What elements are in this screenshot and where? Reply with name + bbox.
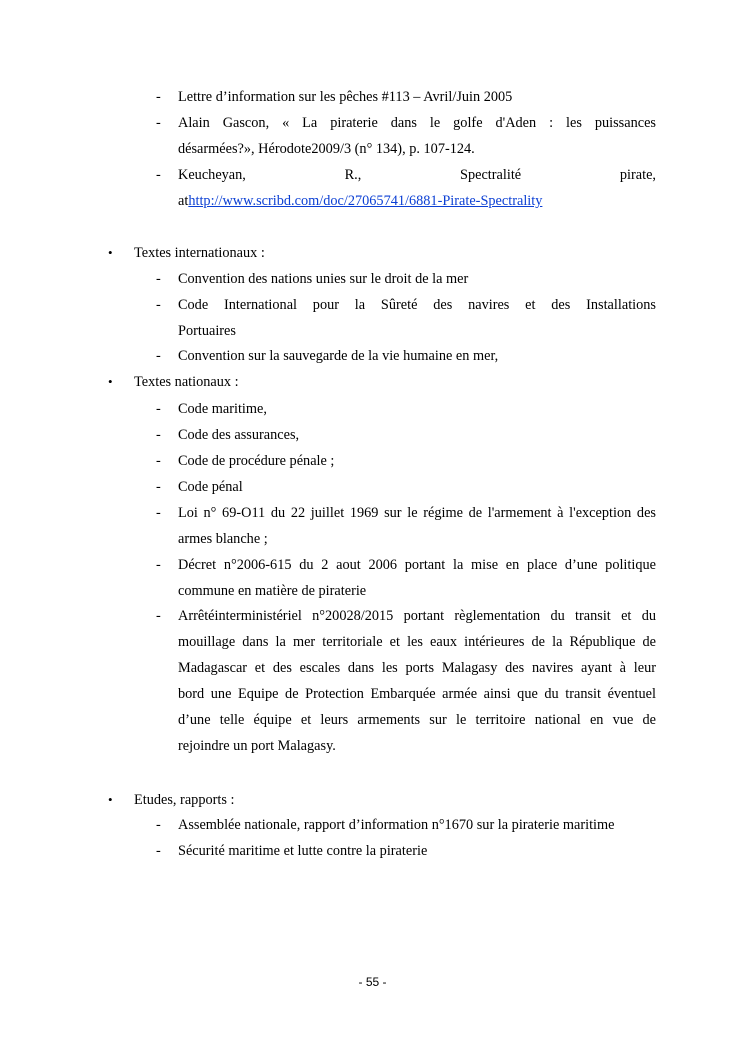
list-dash: - [156, 401, 161, 417]
list-dash: - [156, 453, 161, 469]
list-dash: - [156, 348, 161, 364]
natl-item-loi-line1: Loi n° 69-O11 du 22 juillet 1969 sur le régime de l'armement à l'exception des [178, 505, 656, 521]
list-dash: - [156, 817, 161, 833]
bullet-icon: • [108, 792, 113, 807]
heading-textes-internationaux: Textes internationaux : [134, 245, 265, 261]
etudes-item-securite: Sécurité maritime et lutte contre la piraterie [178, 843, 428, 859]
list-dash: - [156, 427, 161, 443]
natl-item-arrete-line2: mouillage dans la mer territoriale et les eaux intérieures de la République de [178, 634, 656, 650]
page-number: - 55 - [358, 975, 387, 989]
scribd-link[interactable]: http://www.scribd.com/doc/27065741/6881-Pirate-Spectrality [188, 193, 543, 209]
ref-gascon-line1: Alain Gascon, « La piraterie dans le golfe d'Aden : les puissances [178, 115, 656, 131]
ref-keucheyan-line1: Keucheyan, R., Spectralité pirate, [178, 167, 656, 183]
list-dash: - [156, 115, 161, 131]
natl-item-arrete-line1: Arrêtéinterministériel n°20028/2015 portant règlementation du transit et du [178, 608, 656, 624]
natl-item-loi-line2: armes blanche ; [178, 531, 268, 547]
natl-item-arrete-line3: Madagascar et des escales dans les ports Malagasy des navires ayant à leur [178, 660, 656, 676]
natl-item-decret-line2: commune en matière de piraterie [178, 583, 367, 599]
list-dash: - [156, 505, 161, 521]
list-dash: - [156, 843, 161, 859]
list-dash: - [156, 89, 161, 105]
natl-item-code-procedure-penale: Code de procédure pénale ; [178, 453, 335, 469]
list-dash: - [156, 557, 161, 573]
list-dash: - [156, 608, 161, 624]
natl-item-arrete-line5: d’une telle équipe et leurs armements sur le territoire national en vue de [178, 712, 656, 728]
natl-item-arrete-line6: rejoindre un port Malagasy. [178, 738, 336, 754]
natl-item-code-maritime: Code maritime, [178, 401, 267, 417]
ref-fisheries-newsletter: Lettre d’information sur les pêches #113 – Avril/Juin 2005 [178, 89, 513, 105]
intl-item-solas: Convention sur la sauvegarde de la vie humaine en mer, [178, 348, 499, 364]
bullet-icon: • [108, 245, 113, 260]
ref-keucheyan-line2 [178, 192, 542, 210]
etudes-item-assemblee: Assemblée nationale, rapport d’information n°1670 sur la piraterie maritime [178, 817, 615, 833]
ref-keucheyan-prefix: at [178, 193, 189, 209]
natl-item-arrete-line4: bord une Equipe de Protection Embarquée armée ainsi que du transit éventuel [178, 686, 656, 702]
heading-textes-nationaux: Textes nationaux : [134, 374, 239, 390]
natl-item-code-assurances: Code des assurances, [178, 427, 300, 443]
bullet-icon: • [108, 374, 113, 389]
intl-item-isps-line2: Portuaires [178, 323, 236, 339]
ref-gascon-line2: désarmées?», Hérodote2009/3 (n° 134), p. 107-124. [178, 141, 475, 157]
natl-item-decret-line1: Décret n°2006-615 du 2 aout 2006 portant la mise en place d’une politique [178, 557, 656, 573]
intl-item-unclos: Convention des nations unies sur le droit de la mer [178, 271, 469, 287]
natl-item-code-penal: Code pénal [178, 479, 243, 495]
list-dash: - [156, 167, 161, 183]
heading-etudes-rapports: Etudes, rapports : [134, 792, 235, 808]
list-dash: - [156, 271, 161, 287]
list-dash: - [156, 479, 161, 495]
intl-item-isps-line1: Code International pour la Sûreté des navires et des Installations [178, 297, 656, 313]
list-dash: - [156, 297, 161, 313]
